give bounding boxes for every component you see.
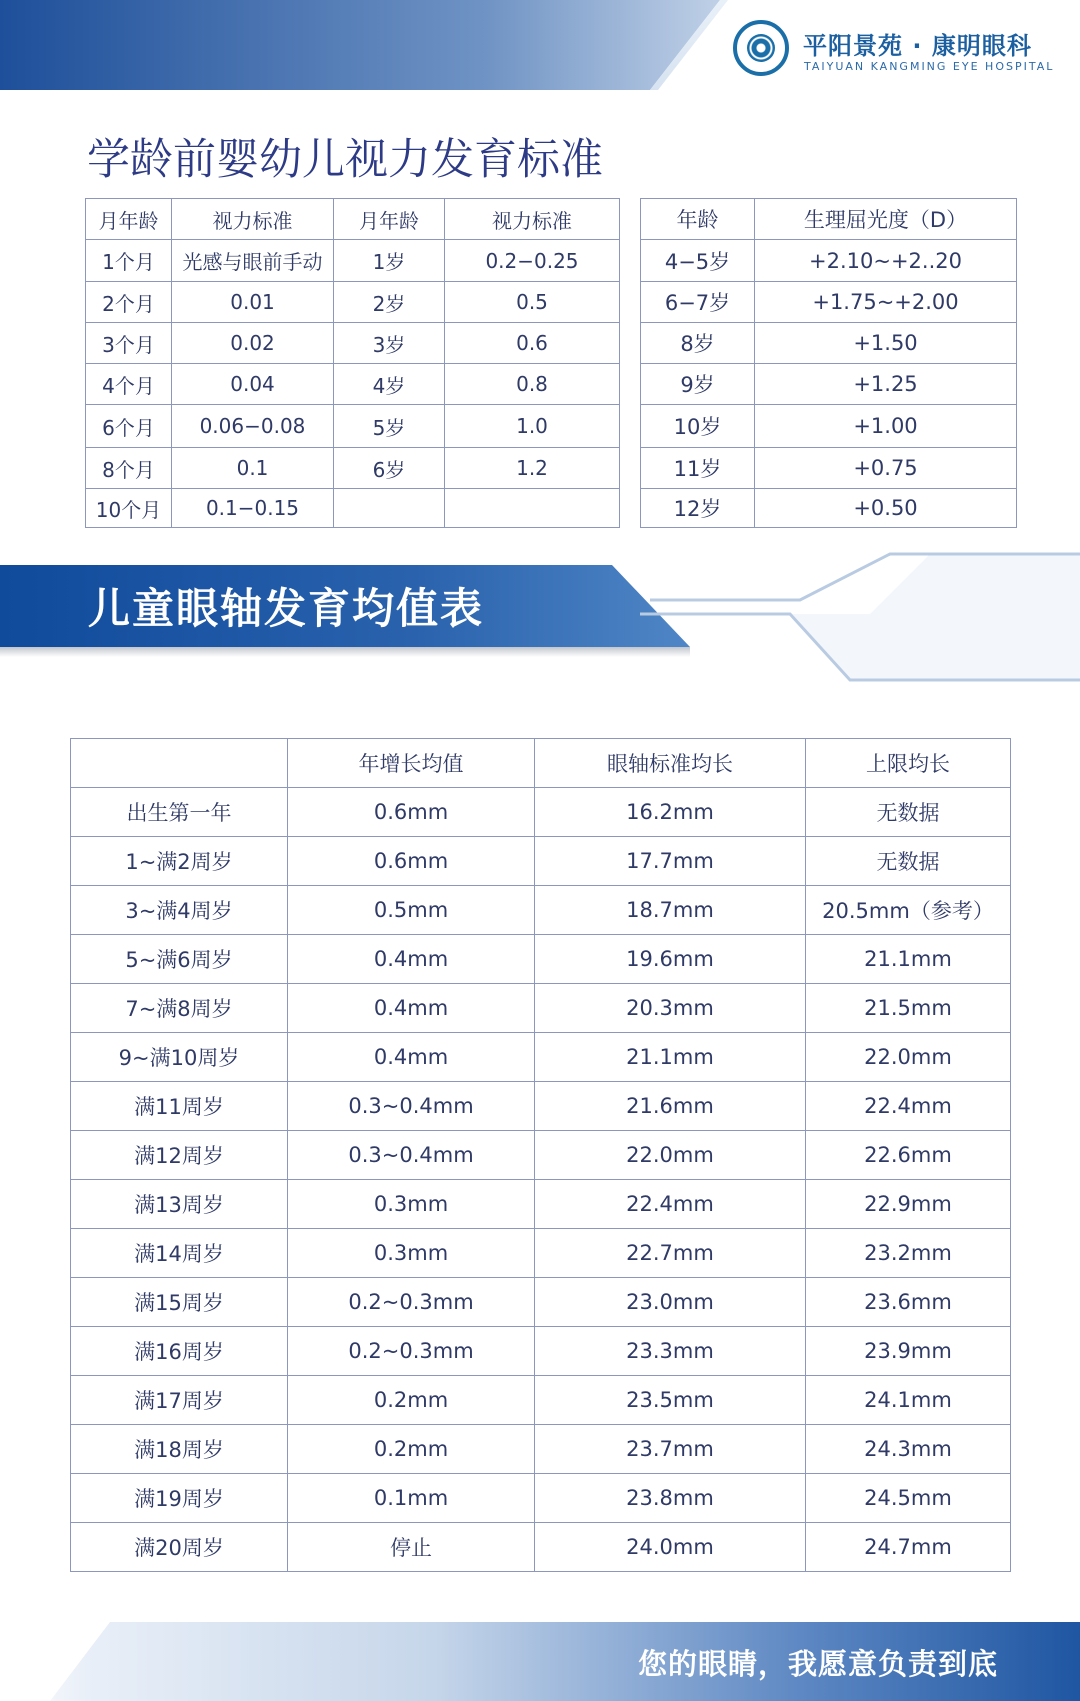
table-row bbox=[71, 1474, 1011, 1523]
table-cell: 22.4mm bbox=[806, 1082, 1011, 1131]
table-header-cell: 视力标准 bbox=[172, 199, 334, 240]
table-row bbox=[71, 935, 1011, 984]
table-cell: 19.6mm bbox=[535, 935, 806, 984]
table-cell: 21.1mm bbox=[806, 935, 1011, 984]
table-row bbox=[71, 1425, 1011, 1474]
table-cell: 0.1 bbox=[172, 448, 334, 489]
table-cell: 停止 bbox=[288, 1523, 535, 1572]
table-cell: 10个月 bbox=[86, 489, 172, 528]
table-header-cell: 年龄 bbox=[641, 199, 755, 240]
axial-length-table bbox=[70, 738, 1011, 1572]
table-cell: 0.02 bbox=[172, 323, 334, 364]
hospital-logo-eye-icon bbox=[747, 34, 775, 62]
table-cell: +0.50 bbox=[755, 489, 1017, 528]
table-header-cell: 视力标准 bbox=[445, 199, 620, 240]
table-cell: 6−7岁 bbox=[641, 282, 755, 323]
table-header-row bbox=[86, 199, 620, 240]
table-cell: 0.4mm bbox=[288, 984, 535, 1033]
table-cell: 0.6mm bbox=[288, 837, 535, 886]
table-cell: 0.2~0.3mm bbox=[288, 1327, 535, 1376]
table-cell: 6岁 bbox=[334, 448, 445, 489]
table-cell: 22.7mm bbox=[535, 1229, 806, 1278]
table-row bbox=[71, 1131, 1011, 1180]
table-cell: 满18周岁 bbox=[71, 1425, 288, 1474]
table-header-cell bbox=[71, 739, 288, 788]
table-header-cell: 生理屈光度（D） bbox=[755, 199, 1017, 240]
table-row bbox=[71, 788, 1011, 837]
table-cell: 0.3mm bbox=[288, 1229, 535, 1278]
table-header-cell: 月年龄 bbox=[334, 199, 445, 240]
table-cell: 0.2mm bbox=[288, 1376, 535, 1425]
table-cell: 20.5mm（参考） bbox=[806, 886, 1011, 935]
table-cell: 2岁 bbox=[334, 282, 445, 323]
table-cell: 满11周岁 bbox=[71, 1082, 288, 1131]
table-header-row bbox=[71, 739, 1011, 788]
table-cell: 23.7mm bbox=[535, 1425, 806, 1474]
table-cell: +0.75 bbox=[755, 448, 1017, 489]
table-cell: 无数据 bbox=[806, 788, 1011, 837]
table-row bbox=[71, 1376, 1011, 1425]
table-cell: 9~满10周岁 bbox=[71, 1033, 288, 1082]
table-cell: 5岁 bbox=[334, 405, 445, 448]
table-cell: 23.6mm bbox=[806, 1278, 1011, 1327]
table-row bbox=[86, 282, 620, 323]
table-cell: 0.4mm bbox=[288, 1033, 535, 1082]
decorative-lines bbox=[600, 552, 1080, 682]
table-cell: 满17周岁 bbox=[71, 1376, 288, 1425]
table-cell: 0.4mm bbox=[288, 935, 535, 984]
table-cell: 8个月 bbox=[86, 448, 172, 489]
table-cell: 光感与眼前手动 bbox=[172, 240, 334, 282]
table-cell: 0.3mm bbox=[288, 1180, 535, 1229]
table-cell: 4个月 bbox=[86, 364, 172, 405]
table-cell: 4−5岁 bbox=[641, 240, 755, 282]
table-cell: 23.2mm bbox=[806, 1229, 1011, 1278]
table-cell: 1.2 bbox=[445, 448, 620, 489]
table-row bbox=[71, 837, 1011, 886]
table-cell: 0.3~0.4mm bbox=[288, 1131, 535, 1180]
vision-standard-table bbox=[85, 198, 620, 528]
table-cell: 21.5mm bbox=[806, 984, 1011, 1033]
table-cell: 满14周岁 bbox=[71, 1229, 288, 1278]
table-cell: 满13周岁 bbox=[71, 1180, 288, 1229]
table-cell: 22.4mm bbox=[535, 1180, 806, 1229]
hospital-name-en: TAIYUAN KANGMING EYE HOSPITAL bbox=[804, 60, 1055, 73]
table-cell: 23.0mm bbox=[535, 1278, 806, 1327]
table-cell: 9岁 bbox=[641, 364, 755, 405]
footer-slogan: 您的眼睛，我愿意负责到底 bbox=[638, 1647, 999, 1681]
table-cell: 3岁 bbox=[334, 323, 445, 364]
table-row bbox=[641, 489, 1017, 528]
table-row bbox=[71, 886, 1011, 935]
table-row bbox=[71, 1278, 1011, 1327]
table-cell: 0.01 bbox=[172, 282, 334, 323]
table-cell: 满15周岁 bbox=[71, 1278, 288, 1327]
axial-section-title: 儿童眼轴发育均值表 bbox=[88, 584, 485, 633]
table-header-cell: 月年龄 bbox=[86, 199, 172, 240]
table-cell: 23.8mm bbox=[535, 1474, 806, 1523]
table-row bbox=[71, 1180, 1011, 1229]
table-header-cell: 上限均长 bbox=[806, 739, 1011, 788]
table-row bbox=[71, 1229, 1011, 1278]
table-cell: 出生第一年 bbox=[71, 788, 288, 837]
table-cell: 0.2−0.25 bbox=[445, 240, 620, 282]
table-cell: 10岁 bbox=[641, 405, 755, 448]
table-cell: 23.9mm bbox=[806, 1327, 1011, 1376]
table-cell: 18.7mm bbox=[535, 886, 806, 935]
table-row bbox=[641, 405, 1017, 448]
table-cell: 0.3~0.4mm bbox=[288, 1082, 535, 1131]
table-cell: 1~满2周岁 bbox=[71, 837, 288, 886]
table-cell: 0.1mm bbox=[288, 1474, 535, 1523]
table-cell: 1岁 bbox=[334, 240, 445, 282]
table-row bbox=[641, 448, 1017, 489]
table-cell bbox=[334, 489, 445, 528]
table-row bbox=[71, 1327, 1011, 1376]
table-cell: +1.50 bbox=[755, 323, 1017, 364]
table-cell: 12岁 bbox=[641, 489, 755, 528]
table-cell: 22.0mm bbox=[806, 1033, 1011, 1082]
table-row bbox=[86, 364, 620, 405]
table-row bbox=[86, 405, 620, 448]
table-cell: 23.3mm bbox=[535, 1327, 806, 1376]
table-cell: 1个月 bbox=[86, 240, 172, 282]
table-cell: 4岁 bbox=[334, 364, 445, 405]
table-cell: 0.5mm bbox=[288, 886, 535, 935]
table-cell: +1.75~+2.00 bbox=[755, 282, 1017, 323]
table-cell: 0.5 bbox=[445, 282, 620, 323]
table-header-cell: 眼轴标准均长 bbox=[535, 739, 806, 788]
table-cell: 24.7mm bbox=[806, 1523, 1011, 1572]
table-cell bbox=[445, 489, 620, 528]
table-row bbox=[71, 1033, 1011, 1082]
table-cell: 24.3mm bbox=[806, 1425, 1011, 1474]
table-row bbox=[86, 240, 620, 282]
table-cell: 7~满8周岁 bbox=[71, 984, 288, 1033]
table-cell: 24.1mm bbox=[806, 1376, 1011, 1425]
table-cell: +2.10~+2..20 bbox=[755, 240, 1017, 282]
table-cell: 满16周岁 bbox=[71, 1327, 288, 1376]
table-cell: 0.1−0.15 bbox=[172, 489, 334, 528]
table-cell: 20.3mm bbox=[535, 984, 806, 1033]
table-cell: 5~满6周岁 bbox=[71, 935, 288, 984]
table-row bbox=[641, 364, 1017, 405]
refraction-table bbox=[640, 198, 1017, 528]
table-row bbox=[641, 240, 1017, 282]
table-cell: 16.2mm bbox=[535, 788, 806, 837]
table-cell: 11岁 bbox=[641, 448, 755, 489]
table-cell: 0.6mm bbox=[288, 788, 535, 837]
table-cell: 1.0 bbox=[445, 405, 620, 448]
table-cell: 满20周岁 bbox=[71, 1523, 288, 1572]
table-cell: 满19周岁 bbox=[71, 1474, 288, 1523]
table-cell: 24.0mm bbox=[535, 1523, 806, 1572]
table-header-row bbox=[641, 199, 1017, 240]
table-row bbox=[641, 323, 1017, 364]
table-cell: 21.6mm bbox=[535, 1082, 806, 1131]
table-cell: 8岁 bbox=[641, 323, 755, 364]
table-cell: 0.6 bbox=[445, 323, 620, 364]
banner-shadow bbox=[0, 647, 690, 657]
table-cell: 0.2mm bbox=[288, 1425, 535, 1474]
table-cell: +1.25 bbox=[755, 364, 1017, 405]
table-cell: 0.2~0.3mm bbox=[288, 1278, 535, 1327]
table-cell: 2个月 bbox=[86, 282, 172, 323]
table-cell: 无数据 bbox=[806, 837, 1011, 886]
table-header-cell: 年增长均值 bbox=[288, 739, 535, 788]
table-cell: 0.8 bbox=[445, 364, 620, 405]
table-cell: 3个月 bbox=[86, 323, 172, 364]
table-cell: 3~满4周岁 bbox=[71, 886, 288, 935]
table-cell: 22.6mm bbox=[806, 1131, 1011, 1180]
hospital-name: 平阳景苑 · 康明眼科 bbox=[803, 32, 1032, 60]
table-cell: 0.06−0.08 bbox=[172, 405, 334, 448]
table-row bbox=[86, 323, 620, 364]
table-cell: 6个月 bbox=[86, 405, 172, 448]
table-cell: 17.7mm bbox=[535, 837, 806, 886]
table-cell: 0.04 bbox=[172, 364, 334, 405]
table-row bbox=[71, 1082, 1011, 1131]
table-cell: 22.0mm bbox=[535, 1131, 806, 1180]
table-cell: +1.00 bbox=[755, 405, 1017, 448]
vision-section-title: 学龄前婴幼儿视力发育标准 bbox=[87, 135, 603, 185]
table-row bbox=[71, 1523, 1011, 1572]
table-row bbox=[71, 984, 1011, 1033]
table-row bbox=[86, 489, 620, 528]
table-cell: 满12周岁 bbox=[71, 1131, 288, 1180]
table-cell: 24.5mm bbox=[806, 1474, 1011, 1523]
table-cell: 21.1mm bbox=[535, 1033, 806, 1082]
table-row bbox=[641, 282, 1017, 323]
table-cell: 23.5mm bbox=[535, 1376, 806, 1425]
table-cell: 22.9mm bbox=[806, 1180, 1011, 1229]
table-row bbox=[86, 448, 620, 489]
